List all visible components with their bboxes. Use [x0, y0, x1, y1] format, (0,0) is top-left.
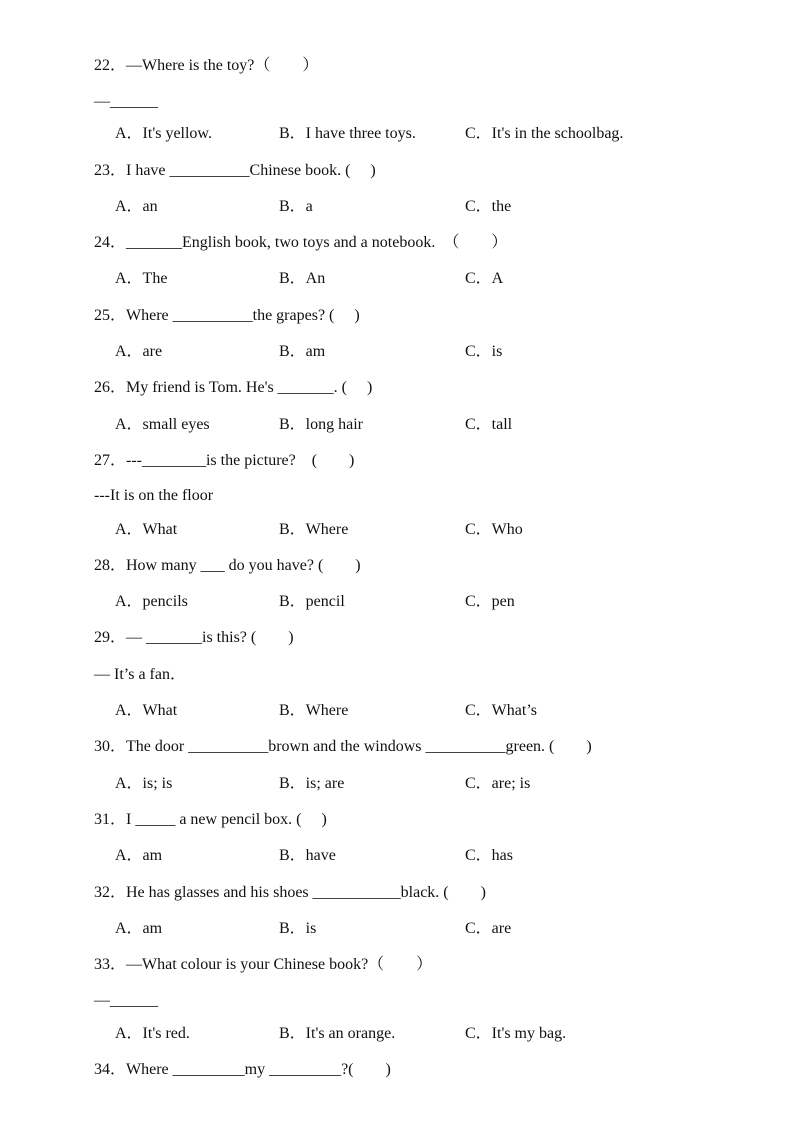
question-22-answer-line: —______: [94, 93, 158, 110]
question-32-stem: 32．He has glasses and his shoes ___________black. ( ): [94, 884, 486, 901]
question-24-option-c: C．A: [465, 270, 504, 287]
question-34-stem: 34．Where _________my _________?( ): [94, 1061, 391, 1078]
question-28-stem: 28．How many ___ do you have? ( ): [94, 557, 361, 574]
question-25-stem: 25．Where __________the grapes? ( ): [94, 307, 360, 324]
question-28-option-c: C．pen: [465, 593, 515, 610]
question-29-option-b: B．Where: [279, 702, 349, 719]
question-26-option-a: A．small eyes: [115, 416, 210, 433]
question-26-option-b: B．long hair: [279, 416, 363, 433]
question-23-option-c: C．the: [465, 198, 512, 215]
question-30-stem: 30．The door __________brown and the windows __________green. ( ): [94, 738, 592, 755]
question-23-option-b: B．a: [279, 198, 313, 215]
question-30-option-b: B．is; are: [279, 775, 345, 792]
question-31-option-a: A．am: [115, 847, 163, 864]
question-33-option-a: A．It's red.: [115, 1025, 190, 1042]
question-30-option-a: A．is; is: [115, 775, 173, 792]
question-29-option-c: C．What’s: [465, 702, 537, 719]
question-31-option-b: B．have: [279, 847, 336, 864]
question-32-option-b: B．is: [279, 920, 317, 937]
question-32-option-a: A．am: [115, 920, 163, 937]
question-23-stem: 23．I have __________Chinese book. ( ): [94, 162, 376, 179]
question-24-stem: 24．_______English book, two toys and a notebook. （ ）: [94, 234, 508, 251]
question-25-option-b: B．am: [279, 343, 326, 360]
question-27-answer-line: ---It is on the floor: [94, 487, 214, 504]
question-31-option-c: C．has: [465, 847, 514, 864]
question-32-option-c: C．are: [465, 920, 512, 937]
question-29-answer-line: — It’s a fan．: [94, 666, 186, 683]
question-31-stem: 31．I _____ a new pencil box. ( ): [94, 811, 327, 828]
question-29-option-a: A．What: [115, 702, 178, 719]
question-24-option-b: B．An: [279, 270, 326, 287]
question-27-option-b: B．Where: [279, 521, 349, 538]
question-24-option-a: A．The: [115, 270, 168, 287]
question-23-option-a: A．an: [115, 198, 158, 215]
question-29-stem: 29．— _______is this? ( ): [94, 629, 294, 646]
question-26-stem: 26．My friend is Tom. He's _______. ( ): [94, 379, 373, 396]
question-28-option-a: A．pencils: [115, 593, 188, 610]
question-33-answer-line: —______: [94, 992, 158, 1009]
question-25-option-c: C．is: [465, 343, 503, 360]
question-22-option-c: C．It's in the schoolbag.: [465, 125, 624, 142]
question-22-stem: 22．—Where is the toy?（ ）: [94, 57, 319, 74]
question-33-stem: 33．—What colour is your Chinese book?（ ）: [94, 956, 433, 973]
question-27-stem: 27．---________is the picture? ( ): [94, 452, 355, 469]
question-28-option-b: B．pencil: [279, 593, 345, 610]
question-25-option-a: A．are: [115, 343, 163, 360]
question-27-option-c: C．Who: [465, 521, 523, 538]
question-26-option-c: C．tall: [465, 416, 513, 433]
question-33-option-b: B．It's an orange.: [279, 1025, 396, 1042]
question-33-option-c: C．It's my bag.: [465, 1025, 567, 1042]
question-27-option-a: A．What: [115, 521, 178, 538]
question-22-option-b: B．I have three toys.: [279, 125, 416, 142]
question-30-option-c: C．are; is: [465, 775, 531, 792]
question-22-option-a: A．It's yellow.: [115, 125, 212, 142]
